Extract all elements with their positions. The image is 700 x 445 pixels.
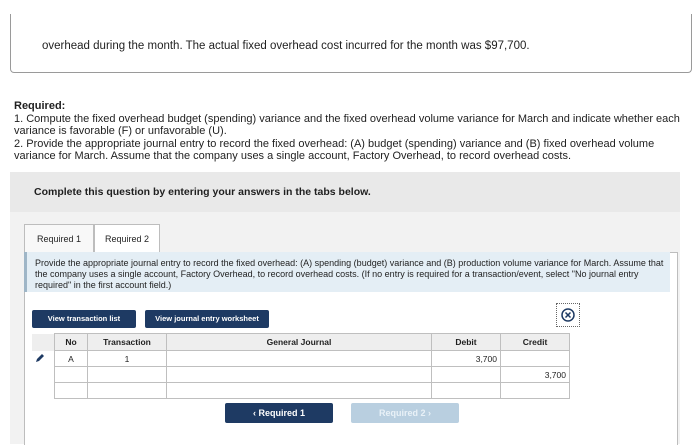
required-section	[14, 100, 686, 163]
journal-table	[32, 333, 570, 399]
required-item-2: 2. Provide the appropriate journal entry to record the fixed overhead: (A) budget (spending) variance and (B) fixed overhead volume variance for March. Assume that the company uses a single account, Factory Overhead, to record overhead costs.	[14, 137, 655, 162]
close-circle-icon	[561, 308, 575, 322]
account-field[interactable]	[167, 367, 432, 383]
header-credit: Credit	[501, 334, 570, 351]
required-item-1: 1. Compute the fixed overhead budget (spending) variance and the fixed overhead volume variance for March and indicate whether each variance is favorable (F) or unfavorable (U).	[14, 112, 680, 137]
complete-bar-text: Complete this question by entering your answers in the tabs below.	[34, 186, 371, 198]
next-required-button[interactable]	[351, 403, 459, 423]
header-debit: Debit	[432, 334, 501, 351]
table-row	[32, 367, 570, 383]
credit-field[interactable]	[501, 351, 570, 367]
debit-field[interactable]	[432, 367, 501, 383]
row-transaction	[88, 367, 167, 383]
account-field[interactable]	[167, 383, 432, 399]
row-no	[55, 383, 88, 399]
next-required-label: Required 2	[378, 408, 426, 418]
prev-required-button[interactable]	[225, 403, 333, 423]
view-journal-worksheet-button[interactable]: View journal entry worksheet	[145, 310, 269, 328]
header-general-journal: General Journal	[167, 334, 432, 351]
chevron-right-icon: ›	[428, 408, 432, 418]
pencil-icon[interactable]	[35, 353, 45, 363]
tab-required-2[interactable]: Required 2	[94, 224, 160, 254]
required-heading: Required:	[14, 100, 66, 112]
row-transaction	[88, 383, 167, 399]
problem-text: overhead during the month. The actual fixed overhead cost incurred for the month was $97,700.	[42, 40, 530, 52]
tab-required-1[interactable]: Required 1	[24, 224, 94, 254]
credit-field[interactable]: 3,700	[501, 367, 570, 383]
row-no: A	[55, 351, 88, 367]
prev-required-label: Required 1	[258, 408, 306, 418]
view-transaction-list-button[interactable]: View transaction list	[32, 310, 136, 328]
account-field[interactable]	[167, 351, 432, 367]
journal-header-row	[32, 334, 570, 351]
table-row	[32, 351, 570, 367]
row-transaction: 1	[88, 351, 167, 367]
chevron-left-icon: ‹	[252, 408, 256, 418]
header-transaction: Transaction	[88, 334, 167, 351]
debit-field[interactable]	[432, 383, 501, 399]
row-no	[55, 367, 88, 383]
credit-field[interactable]	[501, 383, 570, 399]
close-circle-button[interactable]	[556, 303, 580, 327]
complete-bar	[10, 172, 680, 212]
header-no: No	[55, 334, 88, 351]
table-row	[32, 383, 570, 399]
instruction-box: Provide the appropriate journal entry to record the fixed overhead: (A) spending (budget) variance and (B) production volume variance for March. Assume that the company uses a single account, Factory Overhead, to record overhead costs. (If no entry is required for a transaction/event, select "No journal entry required" in the first account field.)	[24, 252, 670, 292]
debit-field[interactable]: 3,700	[432, 351, 501, 367]
